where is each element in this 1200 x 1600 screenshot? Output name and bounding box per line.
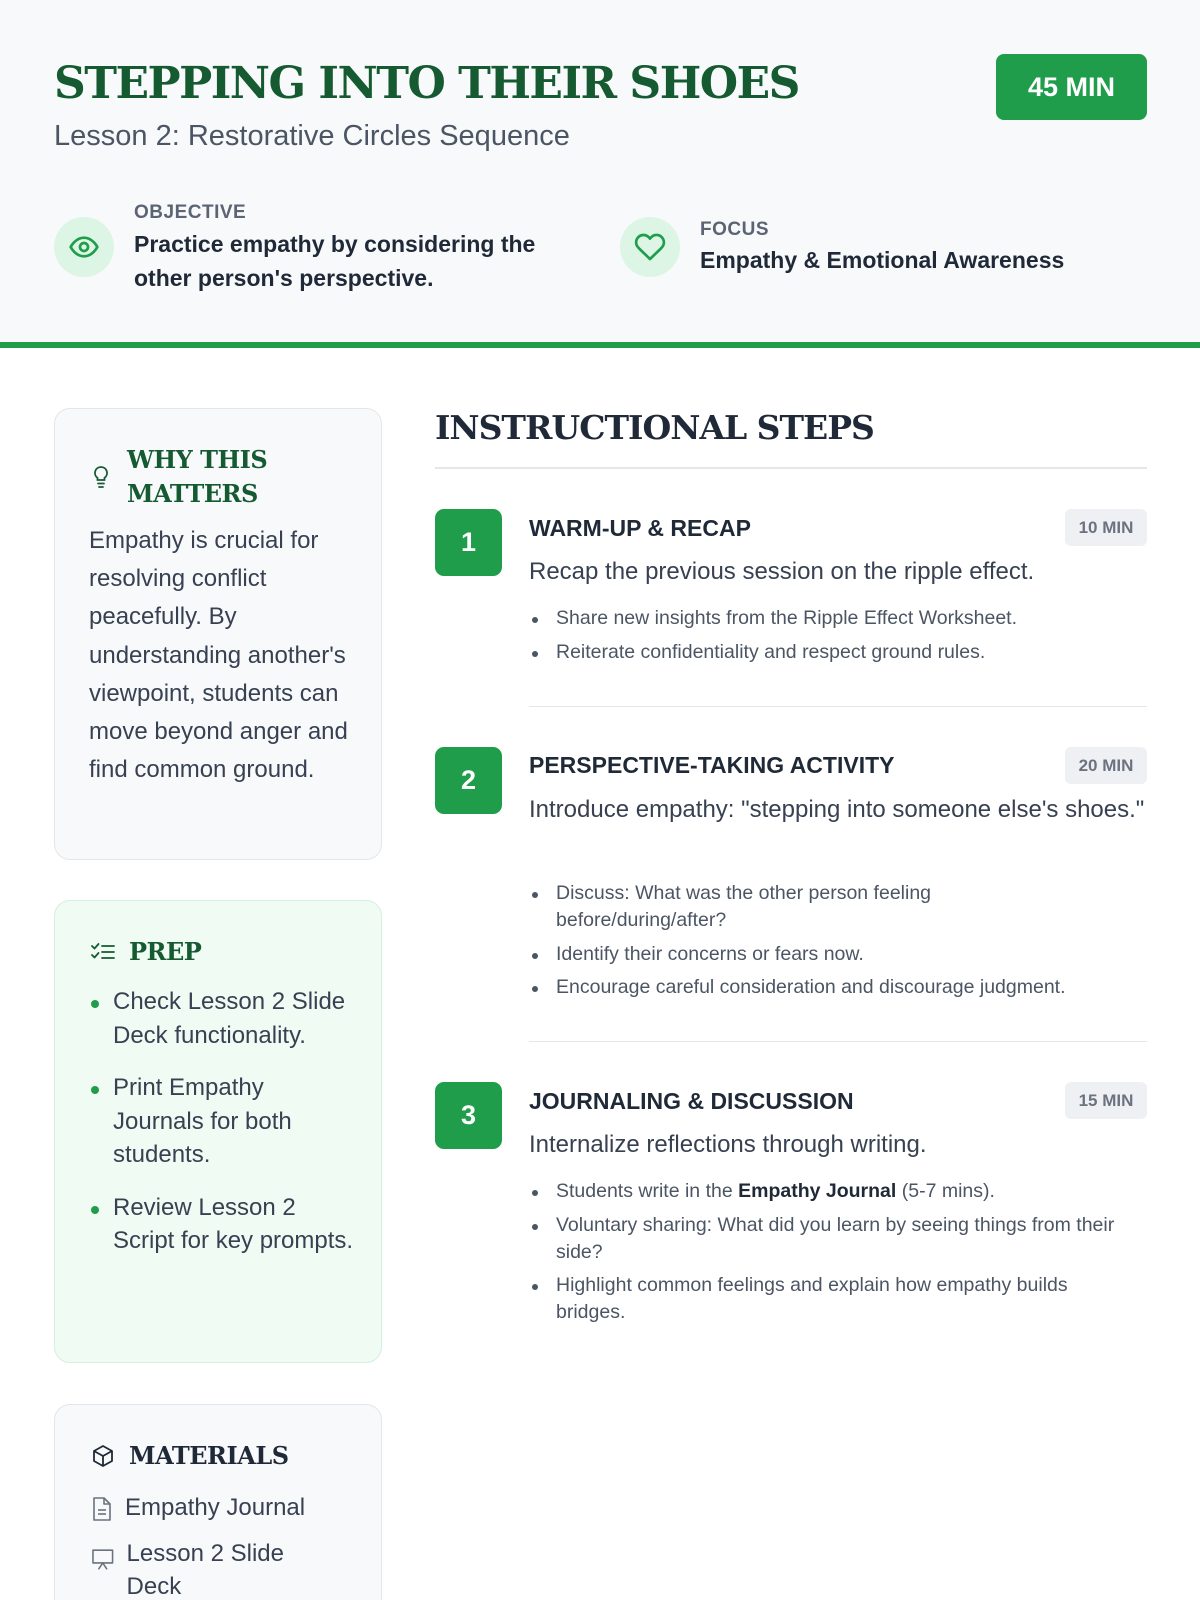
lesson-header [0,0,1200,348]
section-divider [435,467,1147,469]
material-label: Lesson 2 Slide Deck [126,1540,284,1600]
step-divider [529,706,1147,707]
step-bullet: Reiterate confidentiality and respect ground rules. [529,639,1129,666]
materials-card [54,1404,382,1600]
step-time-badge: 10 MIN [1065,509,1147,546]
lesson-subtitle: Lesson 2: Restorative Circles Sequence [54,120,570,152]
step-bullet: Share new insights from the Ripple Effect Worksheet. [529,605,1129,632]
step-title: JOURNALING & DISCUSSION [529,1088,854,1114]
material-item [91,1491,305,1524]
prep-item: Review Lesson 2 Script for key prompts. [89,1191,359,1258]
why-this-matters-title: WHY THIS MATTERS [127,445,268,508]
prep-item: Print Empathy Journals for both students. [89,1071,359,1172]
step-bullet-list [529,1178,1129,1333]
presentation-icon [91,1547,115,1571]
step-divider [529,1041,1147,1042]
instructional-steps-title: INSTRUCTIONAL STEPS [435,408,874,447]
step-bullet: Identify their concerns or fears now. [529,941,1129,968]
step-title: WARM-UP & RECAP [529,515,751,541]
document-icon [91,1496,113,1522]
step-bullet: Discuss: What was the other person feeling before/during/after? [529,880,999,934]
step-number-badge: 2 [435,747,502,814]
why-this-matters-text: Empathy is crucial for resolving conflict peacefully. By understanding another's viewpoint, students can move beyond anger and find common ground. [89,527,348,784]
step-description: Internalize reflections through writing. [529,1131,927,1158]
prep-list [89,985,359,1277]
step-description: Introduce empathy: "stepping into someone else's shoes." [529,796,1145,823]
step-time-badge: 20 MIN [1065,747,1147,784]
objective-value: Practice empathy by considering the other person's perspective. [134,231,536,291]
box-icon [91,1444,115,1468]
step-bullet-list [529,880,1129,1008]
lesson-title: STEPPING INTO THEIR SHOES [54,58,799,109]
objective-label: OBJECTIVE [134,202,247,223]
duration-badge: 45 MIN [996,54,1147,120]
step-bullet: Voluntary sharing: What did you learn by seeing things from their side? [529,1212,1129,1266]
materials-title: MATERIALS [129,1441,289,1470]
eye-icon [54,217,114,277]
step-title: PERSPECTIVE-TAKING ACTIVITY [529,752,895,778]
prep-item: Check Lesson 2 Slide Deck functionality. [89,985,359,1052]
focus-value: Empathy & Emotional Awareness [700,247,1065,273]
why-this-matters-card [54,408,382,860]
material-label: Empathy Journal [125,1494,306,1521]
step-bullet: Encourage careful consideration and discourage judgment. [529,974,1129,1001]
heart-icon [620,217,680,277]
step-bullet: Highlight common feelings and explain how empathy builds bridges. [529,1272,1129,1326]
step-bullet: Students write in the Empathy Journal (5-7 mins). [529,1178,1129,1205]
focus-label: FOCUS [700,219,769,240]
lightbulb-icon [91,464,111,490]
prep-card [54,900,382,1363]
step-number-badge: 3 [435,1082,502,1149]
step-bullet-list [529,605,1129,672]
material-item [91,1537,341,1600]
step-description: Recap the previous session on the ripple effect. [529,558,1035,585]
step-time-badge: 15 MIN [1065,1082,1147,1119]
prep-title: PREP [129,937,202,966]
step-number-badge: 1 [435,509,502,576]
checklist-icon [91,941,115,963]
